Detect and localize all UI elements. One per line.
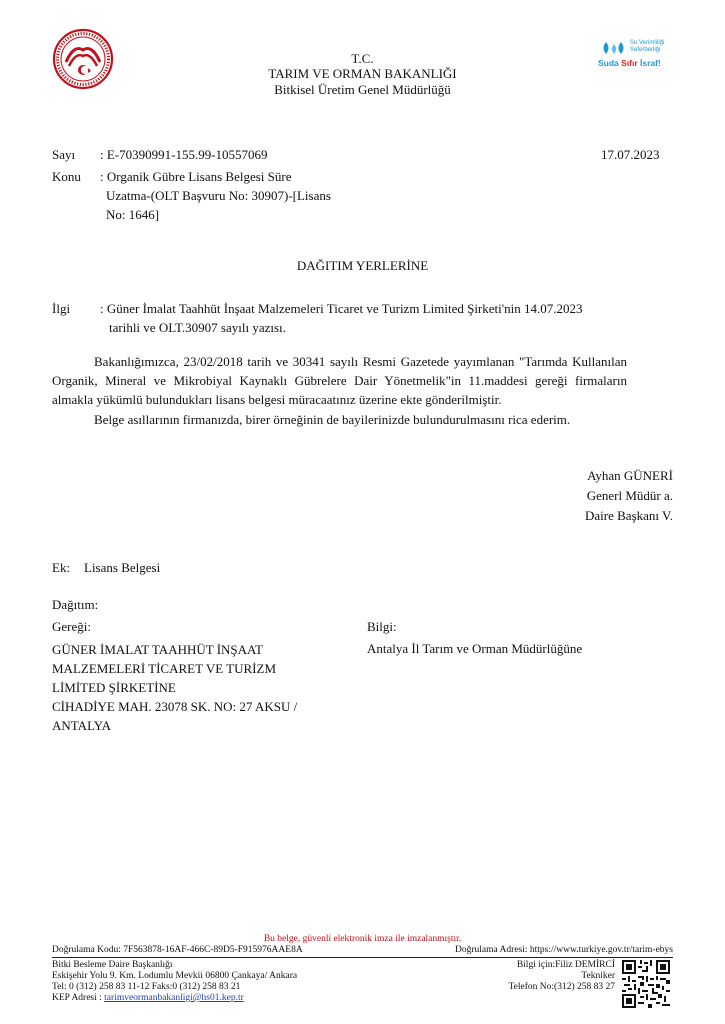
header-directorate: Bitkisel Üretim Genel Müdürlüğü bbox=[274, 82, 451, 97]
footer-kep bbox=[52, 993, 244, 1004]
gereg-line: GÜNER İMALAT TAAHHÜT İNŞAAT bbox=[52, 642, 263, 657]
ilgi-line1: : Güner İmalat Taahhüt İnşaat Malzemeleri Ticaret ve Turizm Limited Şirketi'nin 14.07.2023 bbox=[100, 301, 583, 316]
distribution-label: Dağıtım: bbox=[52, 597, 99, 612]
campaign-line1: Su Verimliliği bbox=[630, 40, 665, 46]
body-paragraph-1: Bakanlığımızca, 23/02/2018 tarih ve 30341 sayılı Resmi Gazetede yayımlanan "Tarımda Kullanılan Organik, Mineral ve Mikrobiyal Kaynaklı Gübrelere Dair Yönetmelik"in 11.maddesi gereği firmaların almakla yükümlü bulundukları lisans belgesi müracaatınız üzerine ekte gönderilmiştir. bbox=[52, 354, 627, 407]
body-paragraph-2: Belge asıllarının firmanızda, birer örneğinin de bayilerinizde bulundurulmasını rica ederim. bbox=[94, 412, 571, 427]
sayi-value: : E-70390991-155.99-10557069 bbox=[100, 147, 268, 162]
footer-phone-fax: Tel: 0 (312) 258 83 11-12 Faks:0 (312) 258 83 21 bbox=[52, 982, 241, 992]
gereg-line: ANTALYA bbox=[52, 718, 112, 733]
header-tc: T.C. bbox=[351, 51, 374, 66]
gereg-line: CİHADİYE MAH. 23078 SK. NO: 27 AKSU / bbox=[52, 699, 298, 714]
signer-title-2: Daire Başkanı V. bbox=[585, 508, 673, 523]
gereg-recipient bbox=[52, 640, 297, 735]
campaign-slogan-c: İsraf! bbox=[637, 58, 661, 68]
footer-dept: Bitki Besleme Daire Başkanlığı bbox=[52, 960, 173, 970]
bilgi-recipient: Antalya İl Tarım ve Orman Müdürlüğüne bbox=[367, 641, 583, 656]
ilgi-line2: tarihli ve OLT.30907 sayılı yazısı. bbox=[109, 320, 286, 335]
campaign-slogan bbox=[598, 58, 661, 68]
kep-address-link[interactable]: tarimveormanbakanligi@hs01.kep.tr bbox=[104, 993, 244, 1003]
konu-line3: No: 1646] bbox=[106, 207, 160, 222]
distribution-heading: DAĞITIM YERLERİNE bbox=[296, 258, 429, 273]
ilgi-label: İlgi bbox=[52, 301, 71, 316]
campaign-slogan-b: Sıfır bbox=[621, 58, 638, 68]
footer-divider bbox=[52, 957, 673, 958]
konu-line1: : Organik Gübre Lisans Belgesi Süre bbox=[100, 169, 292, 184]
water-campaign-logo bbox=[598, 38, 678, 72]
gereg-label: Gereği: bbox=[52, 619, 91, 634]
verification-code: Doğrulama Kodu: 7F563878-16AF-466C-89D5-F915976AAE8A bbox=[52, 945, 303, 955]
konu-line2: Uzatma-(OLT Başvuru No: 30907)-[Lisans bbox=[106, 188, 331, 203]
header-ministry: TARIM VE ORMAN BAKANLIĞI bbox=[268, 66, 457, 81]
signer-name: Ayhan GÜNERİ bbox=[587, 468, 673, 483]
verification-address: Doğrulama Adresi: https://www.turkiye.gov.tr/tarim-ebys bbox=[454, 945, 673, 955]
document-date: 17.07.2023 bbox=[601, 147, 660, 162]
gereg-line: MALZEMELERİ TİCARET VE TURİZM bbox=[52, 661, 277, 676]
campaign-line2: Seferberliği bbox=[630, 47, 661, 53]
info-role: Tekniker bbox=[581, 971, 615, 981]
qr-code-icon bbox=[622, 960, 670, 1008]
footer-address: Eskişehir Yolu 9. Km. Lodumlu Mevkii 06800 Çankaya/ Ankara bbox=[52, 971, 298, 981]
konu-label: Konu bbox=[52, 169, 81, 184]
info-contact: Bilgi için:Filiz DEMİRCİ bbox=[516, 960, 615, 970]
esign-note: Bu belge, güvenli elektronik imza ile imzalanmıştır. bbox=[263, 934, 462, 944]
signer-title-1: Generl Müdür a. bbox=[586, 488, 673, 503]
gereg-line: LİMİTED ŞİRKETİNE bbox=[52, 680, 176, 695]
campaign-slogan-a: Suda bbox=[598, 58, 622, 68]
info-phone: Telefon No:(312) 258 83 27 bbox=[508, 982, 615, 992]
sayi-label: Sayı bbox=[52, 147, 76, 162]
attachment-value: Lisans Belgesi bbox=[84, 560, 161, 575]
kep-label: KEP Adresi : bbox=[52, 993, 105, 1003]
attachment-label: Ek: bbox=[52, 560, 71, 575]
bilgi-label: Bilgi: bbox=[367, 619, 397, 634]
